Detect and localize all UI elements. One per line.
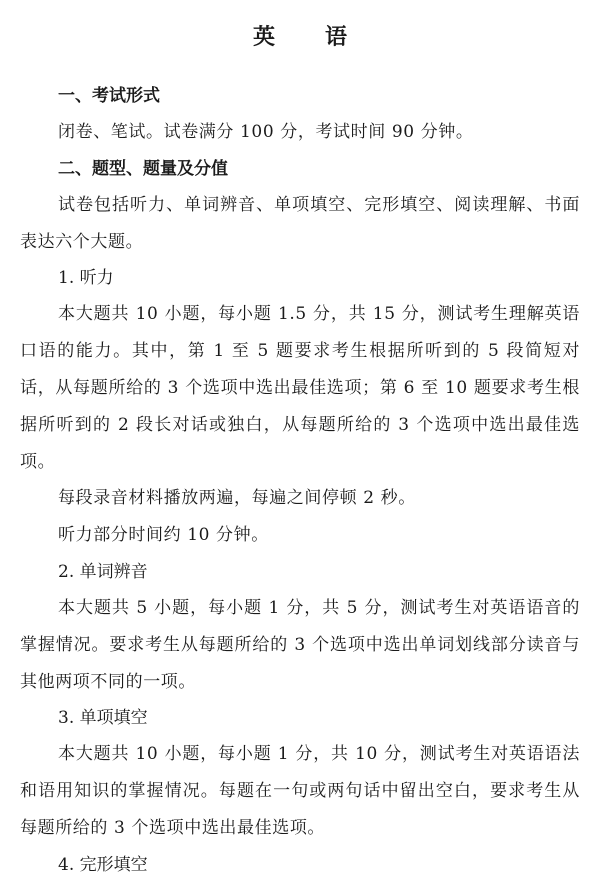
section-heading-exam-form: 一、考试形式 [58,86,160,106]
item-label-listening: 1. 听力 [58,268,114,289]
paragraph-exam-form: 闭卷、笔试。试卷满分 100 分，考试时间 90 分钟。 [58,122,474,142]
paragraph-listening-playback: 每段录音材料播放两遍，每遍之间停顿 2 秒。 [58,488,416,509]
paragraph-question-types: 试卷包括听力、单词辨音、单项填空、完形填空、阅读理解、书面表达六个大题。 [20,194,580,252]
section-heading-question-types: 二、题型、题量及分值 [58,158,228,179]
document-page [20,20,580,883]
page-title: 英 语 [252,25,361,50]
item-label-pronunciation: 2. 单词辨音 [58,561,148,582]
paragraph-pronunciation-description: 本大题共 5 小题，每小题 1 分，共 5 分，测试考生对英语语音的掌握情况。要求考生从每题所给的 3 个选项中选出单词划线部分读音与其他两项不同的一项。 [20,597,580,692]
paragraph-single-choice-description: 本大题共 10 小题，每小题 1 分，共 10 分，测试考生对英语语法和语用知识的掌握情况。每题在一句或两句话中留出空白，要求考生从每题所给的 3 个选项中选出最佳选项。 [20,744,580,838]
paragraph-listening-time: 听力部分时间约 10 分钟。 [58,525,269,546]
item-label-single-choice: 3. 单项填空 [58,708,148,729]
paragraph-listening-description: 本大题共 10 小题，每小题 1.5 分，共 15 分，测试考生理解英语口语的能力。其中，第 1 至 5 题要求考生根据所听到的 5 段简短对话，从每题所给的 3 个选项中选出最佳选项；第 6 至 10 题要求考生根据所听到的 2 段长对话或独白，从每题所给的 3 个选项中选出最佳选项。 [20,304,580,472]
item-label-cloze: 4. 完形填空 [58,854,148,875]
